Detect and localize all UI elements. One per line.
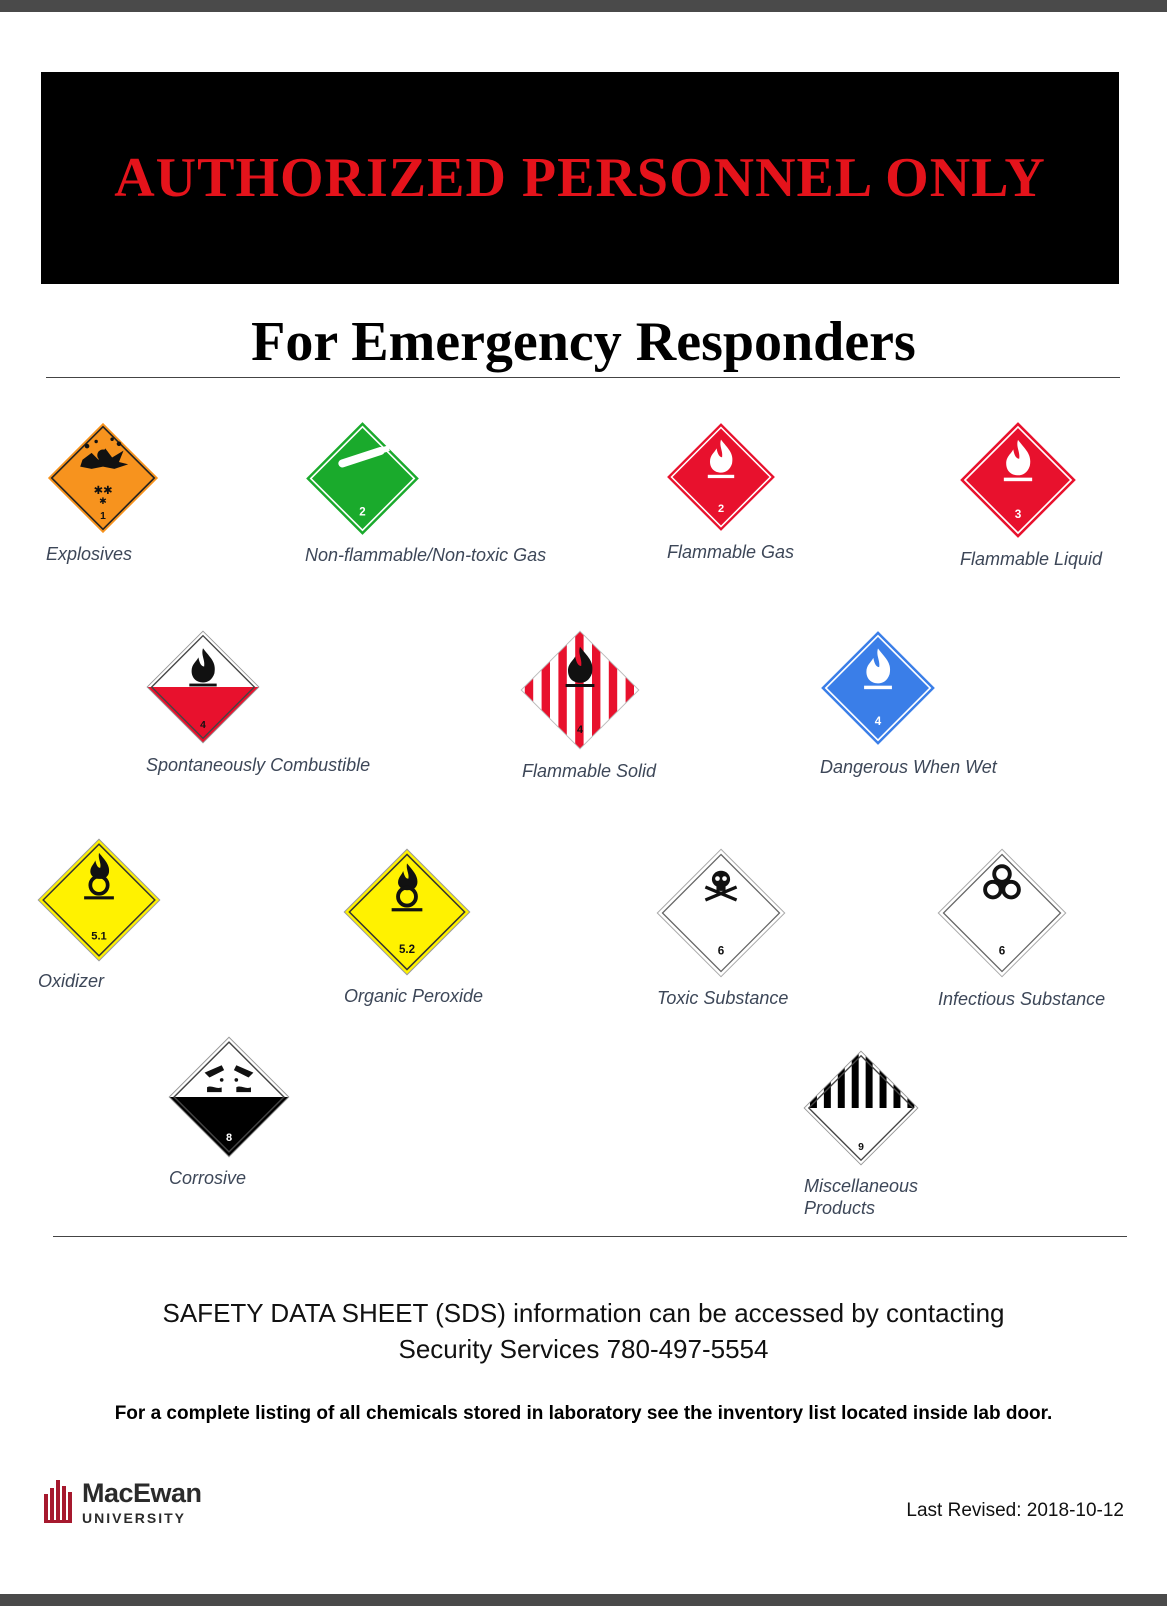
logo-name: MacEwan: [82, 1478, 202, 1508]
non-flammable-gas-placard: [305, 421, 420, 536]
logo-subtitle: UNIVERSITY: [82, 1510, 187, 1526]
miscellaneous-placard: [803, 1050, 919, 1166]
class-number: 5.2: [398, 943, 416, 956]
class-number: 6: [998, 944, 1006, 958]
spontaneously-combustible-label: Spontaneously Combustible: [146, 755, 371, 775]
svg-text:✱✱: ✱✱: [93, 482, 113, 497]
oxidizer-placard: [37, 838, 161, 962]
flammable-liquid-label: Flammable Liquid: [960, 549, 1103, 569]
explosives-label: Explosives: [46, 544, 133, 564]
bottom-divider: [53, 1236, 1127, 1237]
dangerous-when-wet-label: Dangerous When Wet: [820, 757, 997, 777]
last-revised: Last Revised: 2018-10-12: [906, 1500, 1124, 1521]
sds-line-2: Security Services 780-497-5554: [398, 1334, 769, 1364]
class-number: 4: [200, 720, 206, 732]
class-number: 8: [225, 1131, 233, 1144]
corrosive-label: Corrosive: [169, 1168, 247, 1188]
infectious-substance-placard: [937, 848, 1067, 978]
svg-text:✱: ✱: [99, 497, 107, 508]
flammable-solid-label: Flammable Solid: [522, 761, 657, 781]
spontaneously-combustible-placard: [146, 630, 260, 744]
class-number: 9: [858, 1141, 864, 1153]
banner-text: AUTHORIZED PERSONNEL ONLY: [114, 147, 1046, 209]
flammable-liquid-placard: [959, 421, 1077, 539]
toxic-substance-label: Toxic Substance: [657, 988, 789, 1008]
class-number: 4: [576, 724, 584, 737]
toxic-substance-placard: [656, 848, 786, 978]
class-number: 1: [100, 511, 106, 523]
class-number: 5.1: [91, 930, 107, 943]
warning-banner: [41, 72, 1119, 284]
class-number: 6: [717, 944, 725, 958]
sds-line-1: SAFETY DATA SHEET (SDS) information can be accessed by contacting: [162, 1298, 1005, 1328]
sds-notice: [0, 1295, 1167, 1367]
dangerous-when-wet-placard: [820, 630, 936, 746]
top-edge: [0, 0, 1167, 12]
inventory-note: For a complete listing of all chemicals stored in laboratory see the inventory list located inside lab door.: [114, 1403, 1053, 1424]
flammable-gas-label: Flammable Gas: [667, 542, 795, 562]
organic-peroxide-label: Organic Peroxide: [344, 986, 484, 1006]
class-number: 2: [359, 506, 366, 519]
flammable-solid-placard: [520, 630, 640, 750]
macewan-logo-icon: [44, 1480, 76, 1526]
infectious-substance-label: Infectious Substance: [938, 989, 1106, 1009]
organic-peroxide-placard: [343, 848, 471, 976]
class-number: 4: [874, 715, 882, 729]
corrosive-placard: [168, 1036, 290, 1158]
oxidizer-label: Oxidizer: [38, 971, 105, 991]
flammable-gas-placard: [666, 422, 776, 532]
class-number: 3: [1014, 507, 1022, 521]
bottom-edge: [0, 1594, 1167, 1606]
miscellaneous-label: Miscellaneous Products: [804, 1176, 919, 1218]
top-divider: [46, 377, 1120, 378]
explosives-placard: [46, 421, 160, 535]
non-flammable-gas-label: Non-flammable/Non-toxic Gas: [305, 545, 547, 565]
page-subtitle: For Emergency Responders: [251, 311, 916, 373]
class-number: 2: [717, 503, 725, 516]
